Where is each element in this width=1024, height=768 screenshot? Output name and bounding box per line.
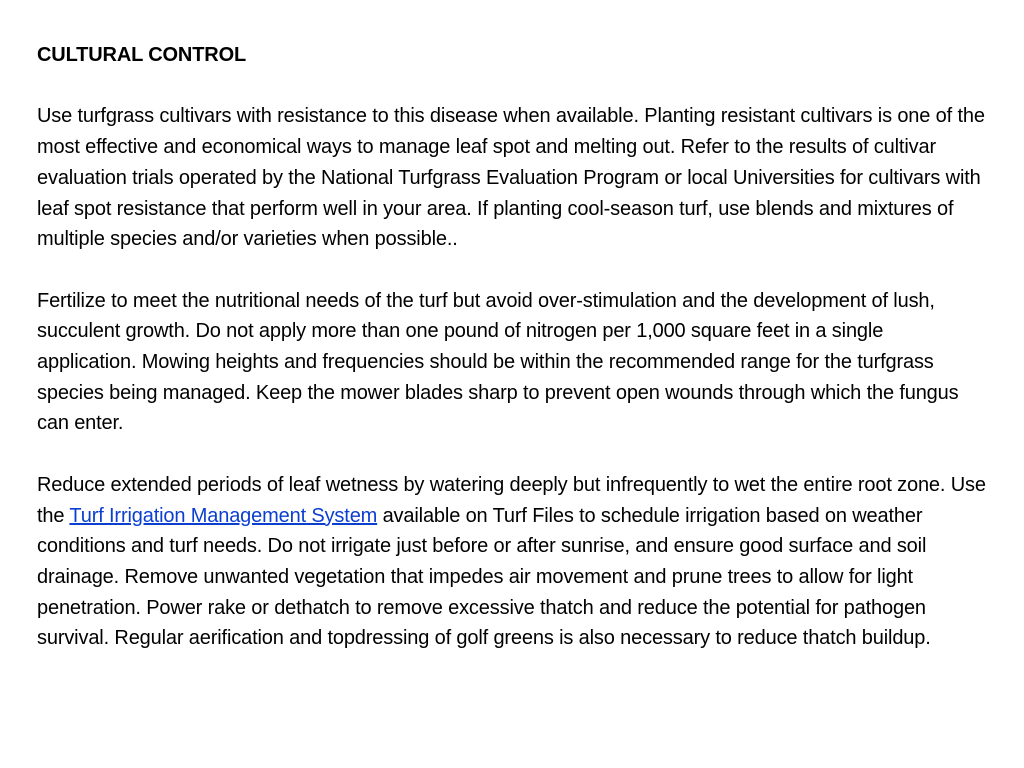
paragraph-cultivars: Use turfgrass cultivars with resistance to this disease when available. Planting resistant cultivars is one of the most effective and economical ways to manage leaf spot and melting out. Refer to the results of cultivar evaluation trials operated by the National Turfgrass Evaluation Program or local Universities for cultivars with leaf spot resistance that perform well in your area. If planting cool-season turf, use blends and mixtures of multiple species and/or varieties when possible.. bbox=[37, 105, 985, 251]
paragraph-irrigation bbox=[37, 470, 987, 654]
irrigation-text-before: Reduce extended periods of leaf wetness by watering deeply but infrequently to wet the entire root zone. Use the bbox=[37, 473, 986, 527]
turf-irrigation-link[interactable]: Turf Irrigation Management System bbox=[69, 504, 378, 527]
section-heading: CULTURAL CONTROL bbox=[37, 44, 247, 66]
paragraph-fertilize: Fertilize to meet the nutritional needs of the turf but avoid over-stimulation and the development of lush, succulent growth. Do not apply more than one pound of nitrogen per 1,000 square feet in a single application. Mowing heights and frequencies should be within the recommended range for the turfgrass species being managed. Keep the mower blades sharp to prevent open wounds through which the fungus can enter. bbox=[37, 289, 959, 435]
irrigation-text-after: available on Turf Files to schedule irrigation based on weather conditions and turf needs. Do not irrigate just before or after sunrise, and ensure good surface and soil drainage. Remove unwanted vegetation that impedes air movement and prune trees to allow for light penetration. Power rake or dethatch to remove excessive thatch and reduce the potential for pathogen survival. Regular aerification and topdressing of golf greens is also necessary to reduce thatch buildup. bbox=[37, 504, 931, 650]
slide-content bbox=[37, 40, 987, 654]
